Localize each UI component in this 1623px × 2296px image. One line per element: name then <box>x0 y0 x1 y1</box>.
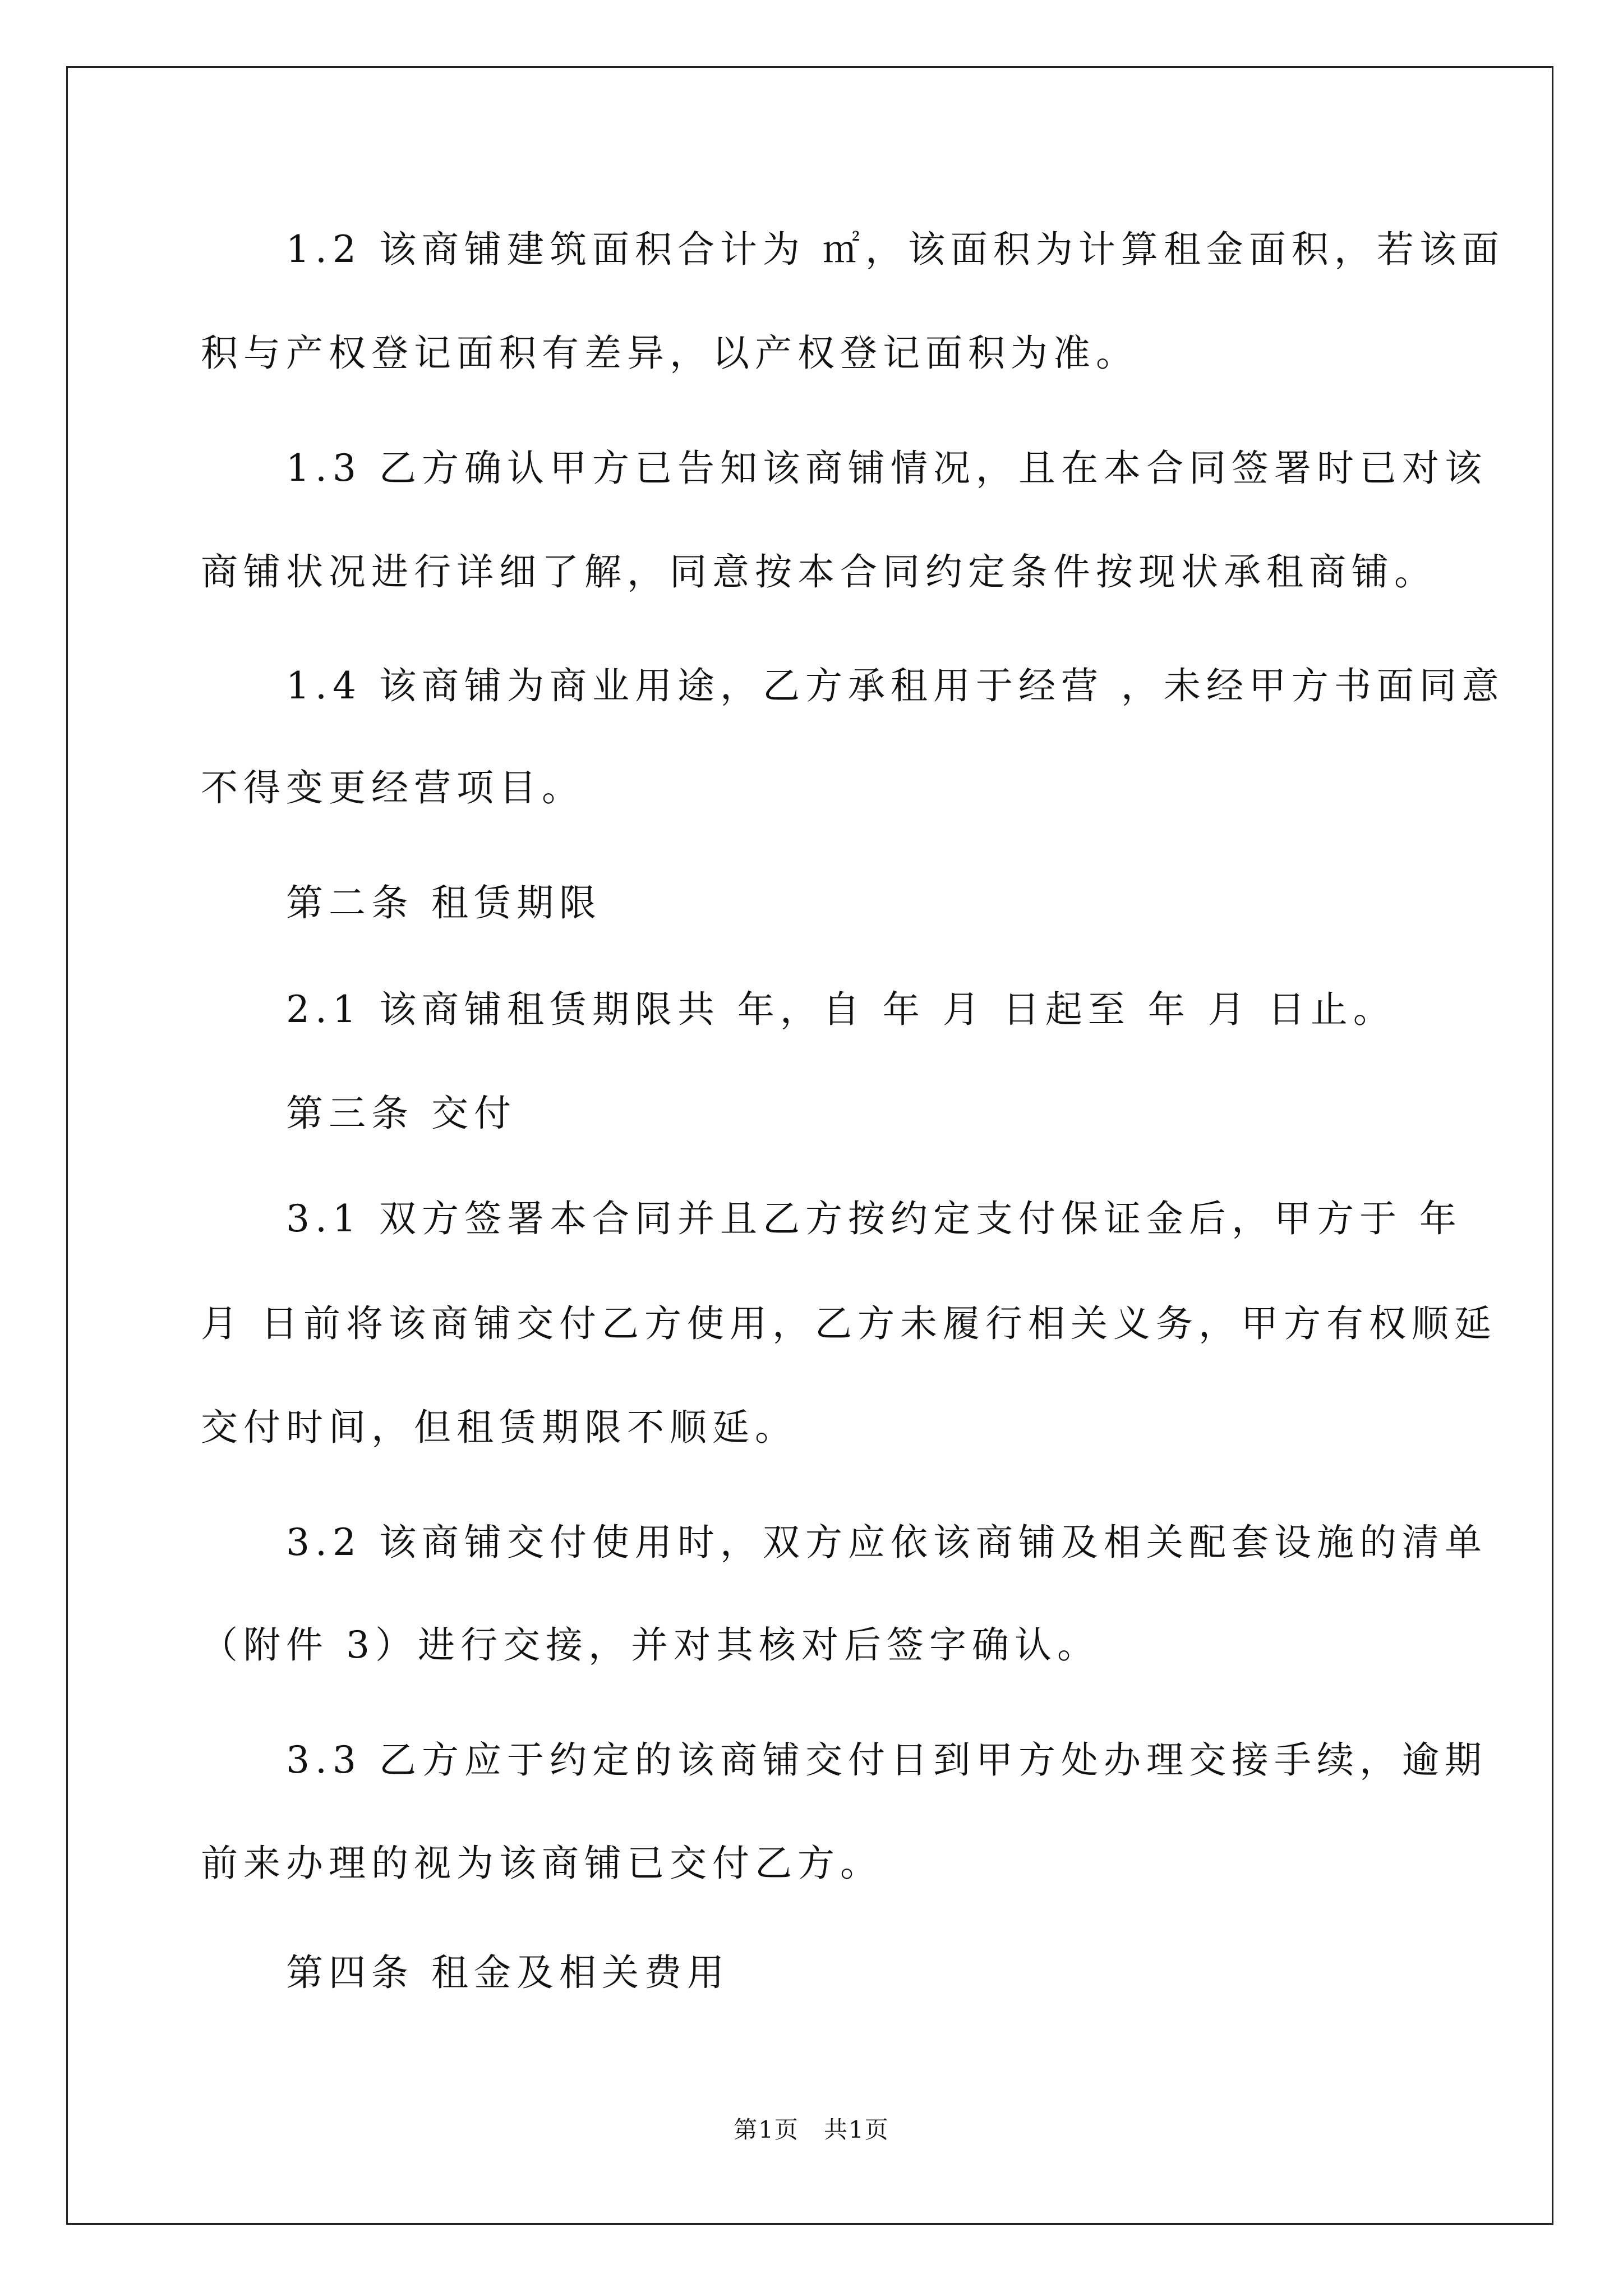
text-line: 3.3 乙方应于约定的该商铺交付日到甲方处办理交接手续，逾期 <box>201 1738 1487 1782</box>
text-line: （附件 3）进行交接，并对其核对后签字确认。 <box>201 1623 1100 1667</box>
text-line: 交付时间，但租赁期限不顺延。 <box>201 1406 797 1449</box>
text-line: 商铺状况进行详细了解，同意按本合同约定条件按现状承租商铺。 <box>201 550 1437 593</box>
text-line: 不得变更经营项目。 <box>201 766 584 809</box>
text-line: 3.2 该商铺交付使用时，双方应依该商铺及相关配套设施的清单 <box>201 1521 1487 1564</box>
section-heading: 第三条 交付 <box>201 1092 517 1135</box>
text-line: 1.4 该商铺为商业用途，乙方承租用于经营 ，未经甲方书面同意 <box>201 664 1505 707</box>
text-line: 月 日前将该商铺交付乙方使用，乙方未履行相关义务，甲方有权顺延 <box>201 1302 1497 1345</box>
text-line: 积与产权登记面积有差异，以产权登记面积为准。 <box>201 332 1138 375</box>
section-heading: 第二条 租赁期限 <box>201 881 602 924</box>
page-footer: 第1页 共1页 <box>734 2116 889 2143</box>
text-line: 前来办理的视为该商铺已交付乙方。 <box>201 1842 883 1885</box>
page-border <box>66 66 1553 2225</box>
text-line: 3.1 双方签署本合同并且乙方按约定支付保证金后，甲方于 年 <box>201 1197 1462 1240</box>
section-heading: 第四条 租金及相关费用 <box>201 1951 730 1994</box>
text-line: 1.3 乙方确认甲方已告知该商铺情况，且在本合同签署时已对该 <box>201 447 1487 490</box>
text-line: 1.2 该商铺建筑面积合计为 ㎡，该面积为计算租金面积，若该面 <box>201 228 1505 271</box>
text-line: 2.1 该商铺租赁期限共 年，自 年 月 日起至 年 月 日止。 <box>201 988 1396 1031</box>
